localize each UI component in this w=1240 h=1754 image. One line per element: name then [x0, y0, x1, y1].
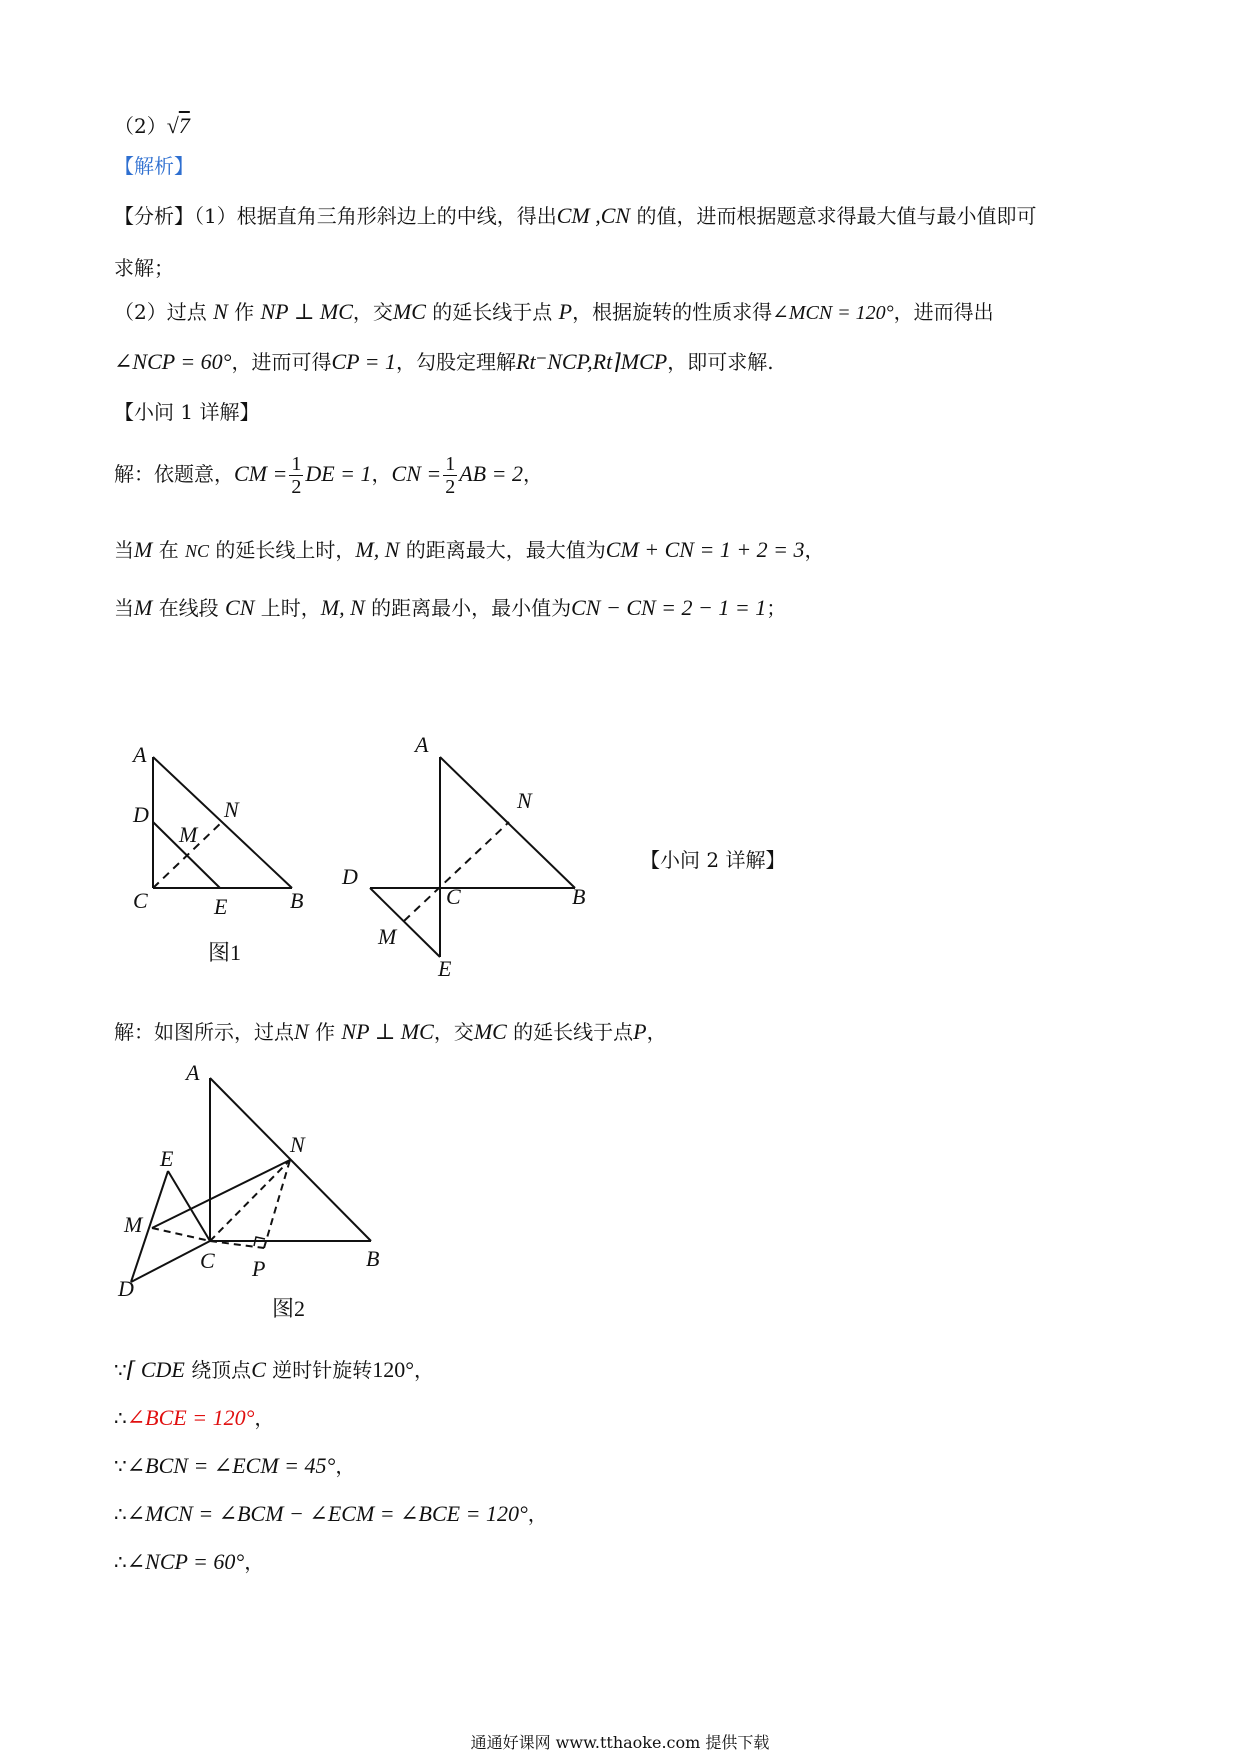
fig2-caption: 图2 [272, 1296, 306, 1321]
fig2-line-mc-dashed [152, 1228, 210, 1241]
fig1-caption: 图1 [208, 940, 242, 965]
jiexi-heading: 【解析】 [114, 154, 194, 178]
q1-solution-line: 解：依题意，CM = $\frac{1}{2}$ DE = 1，CN = $\frac{1}{2}$ AB = 2， [114, 453, 543, 498]
q1-min-line: 当M 在线段 CN 上时，M, N 的距离最小，最小值为CN − CN = 2 − 1 = 1； [114, 595, 787, 620]
q2-solution-line: 解：如图所示，过点N 作 NP ⊥ MC，交MC 的延长线于点P， [114, 1019, 667, 1044]
fig2-label-b: B [366, 1246, 380, 1271]
proof-line-1: ∵⌈ CDE 绕顶点C 逆时针旋转120°， [114, 1357, 435, 1382]
fig1-label-d: D [133, 802, 149, 827]
fig2-line-ec [168, 1171, 210, 1241]
fig2-label-e: E [160, 1146, 174, 1171]
fig2-label-d: D [118, 1276, 134, 1301]
fig1-label-n: N [224, 797, 239, 822]
fig1-label-e: E [214, 894, 228, 919]
fraction-half-1: $\frac{1}{2}$ [291, 453, 302, 498]
fig1r-label-b: B [572, 884, 586, 909]
fig2-label-a: A [186, 1060, 200, 1085]
figure-1-right [370, 757, 575, 957]
answer-2: （2）√7 [114, 113, 190, 138]
fig1r-label-m: M [378, 924, 397, 949]
fig2-label-m: M [124, 1212, 143, 1237]
analysis-line-3: （2）过点 N 作 NP ⊥ MC，交MC 的延长线于点 P，根据旋转的性质求得∠MCN = 120°，进而得出 [114, 299, 994, 324]
fig2-line-ab [210, 1078, 371, 1241]
proof-line-5: ∴∠NCP = 60°， [114, 1549, 265, 1574]
fig1r-label-e: E [438, 956, 452, 981]
proof-line-4: ∴∠MCN = ∠BCM − ∠ECM = ∠BCE = 120°， [114, 1501, 548, 1526]
answer-2-value: 7 [178, 113, 190, 138]
analysis-line-4: ∠NCP = 60°，进而可得CP = 1，勾股定理解Rt⁻NCP,Rt⌉MCP，即可求解. [114, 349, 774, 374]
fig1-label-b: B [290, 888, 304, 913]
fig1r-label-c: C [446, 884, 461, 909]
analysis-line-2: 求解； [114, 256, 174, 280]
q1-heading: 【小问 1 详解】 [114, 400, 260, 424]
fig2-label-n: N [290, 1132, 305, 1157]
fig1-label-a: A [133, 742, 147, 767]
figure-1-left [153, 757, 292, 888]
page-footer: 通通好课网 www.tthaoke.com 提供下载 [470, 1733, 770, 1752]
fig1r-label-d: D [342, 864, 358, 889]
fig1r-label-n: N [517, 788, 532, 813]
fig2-line-cp-dashed [210, 1241, 264, 1248]
fraction-half-2: $\frac{1}{2}$ [445, 453, 456, 498]
fig1r-label-a: A [415, 732, 429, 757]
fig1-label-c: C [133, 888, 148, 913]
sqrt-symbol: √ [166, 113, 179, 138]
proof-line-3: ∵∠BCN = ∠ECM = 45°， [114, 1453, 356, 1478]
figure-2 [131, 1078, 371, 1282]
q2-heading: 【小问 2 详解】 [640, 848, 786, 872]
analysis-line-1: 【分析】（1）根据直角三角形斜边上的中线，得出CM ,CN 的值，进而根据题意求得最大值与最小值即可 [114, 203, 1037, 228]
fig1-label-m: M [179, 822, 198, 847]
fig2-line-np-dashed [264, 1160, 290, 1248]
proof-line-2: ∴∠BCE = 120°， [114, 1405, 275, 1430]
fig2-label-p: P [252, 1256, 266, 1281]
q1-max-line: 当M 在 NC 的延长线上时，M, N 的距离最大，最大值为CM + CN = 1 + 2 = 3， [114, 537, 825, 562]
fig2-label-c: C [200, 1248, 215, 1273]
